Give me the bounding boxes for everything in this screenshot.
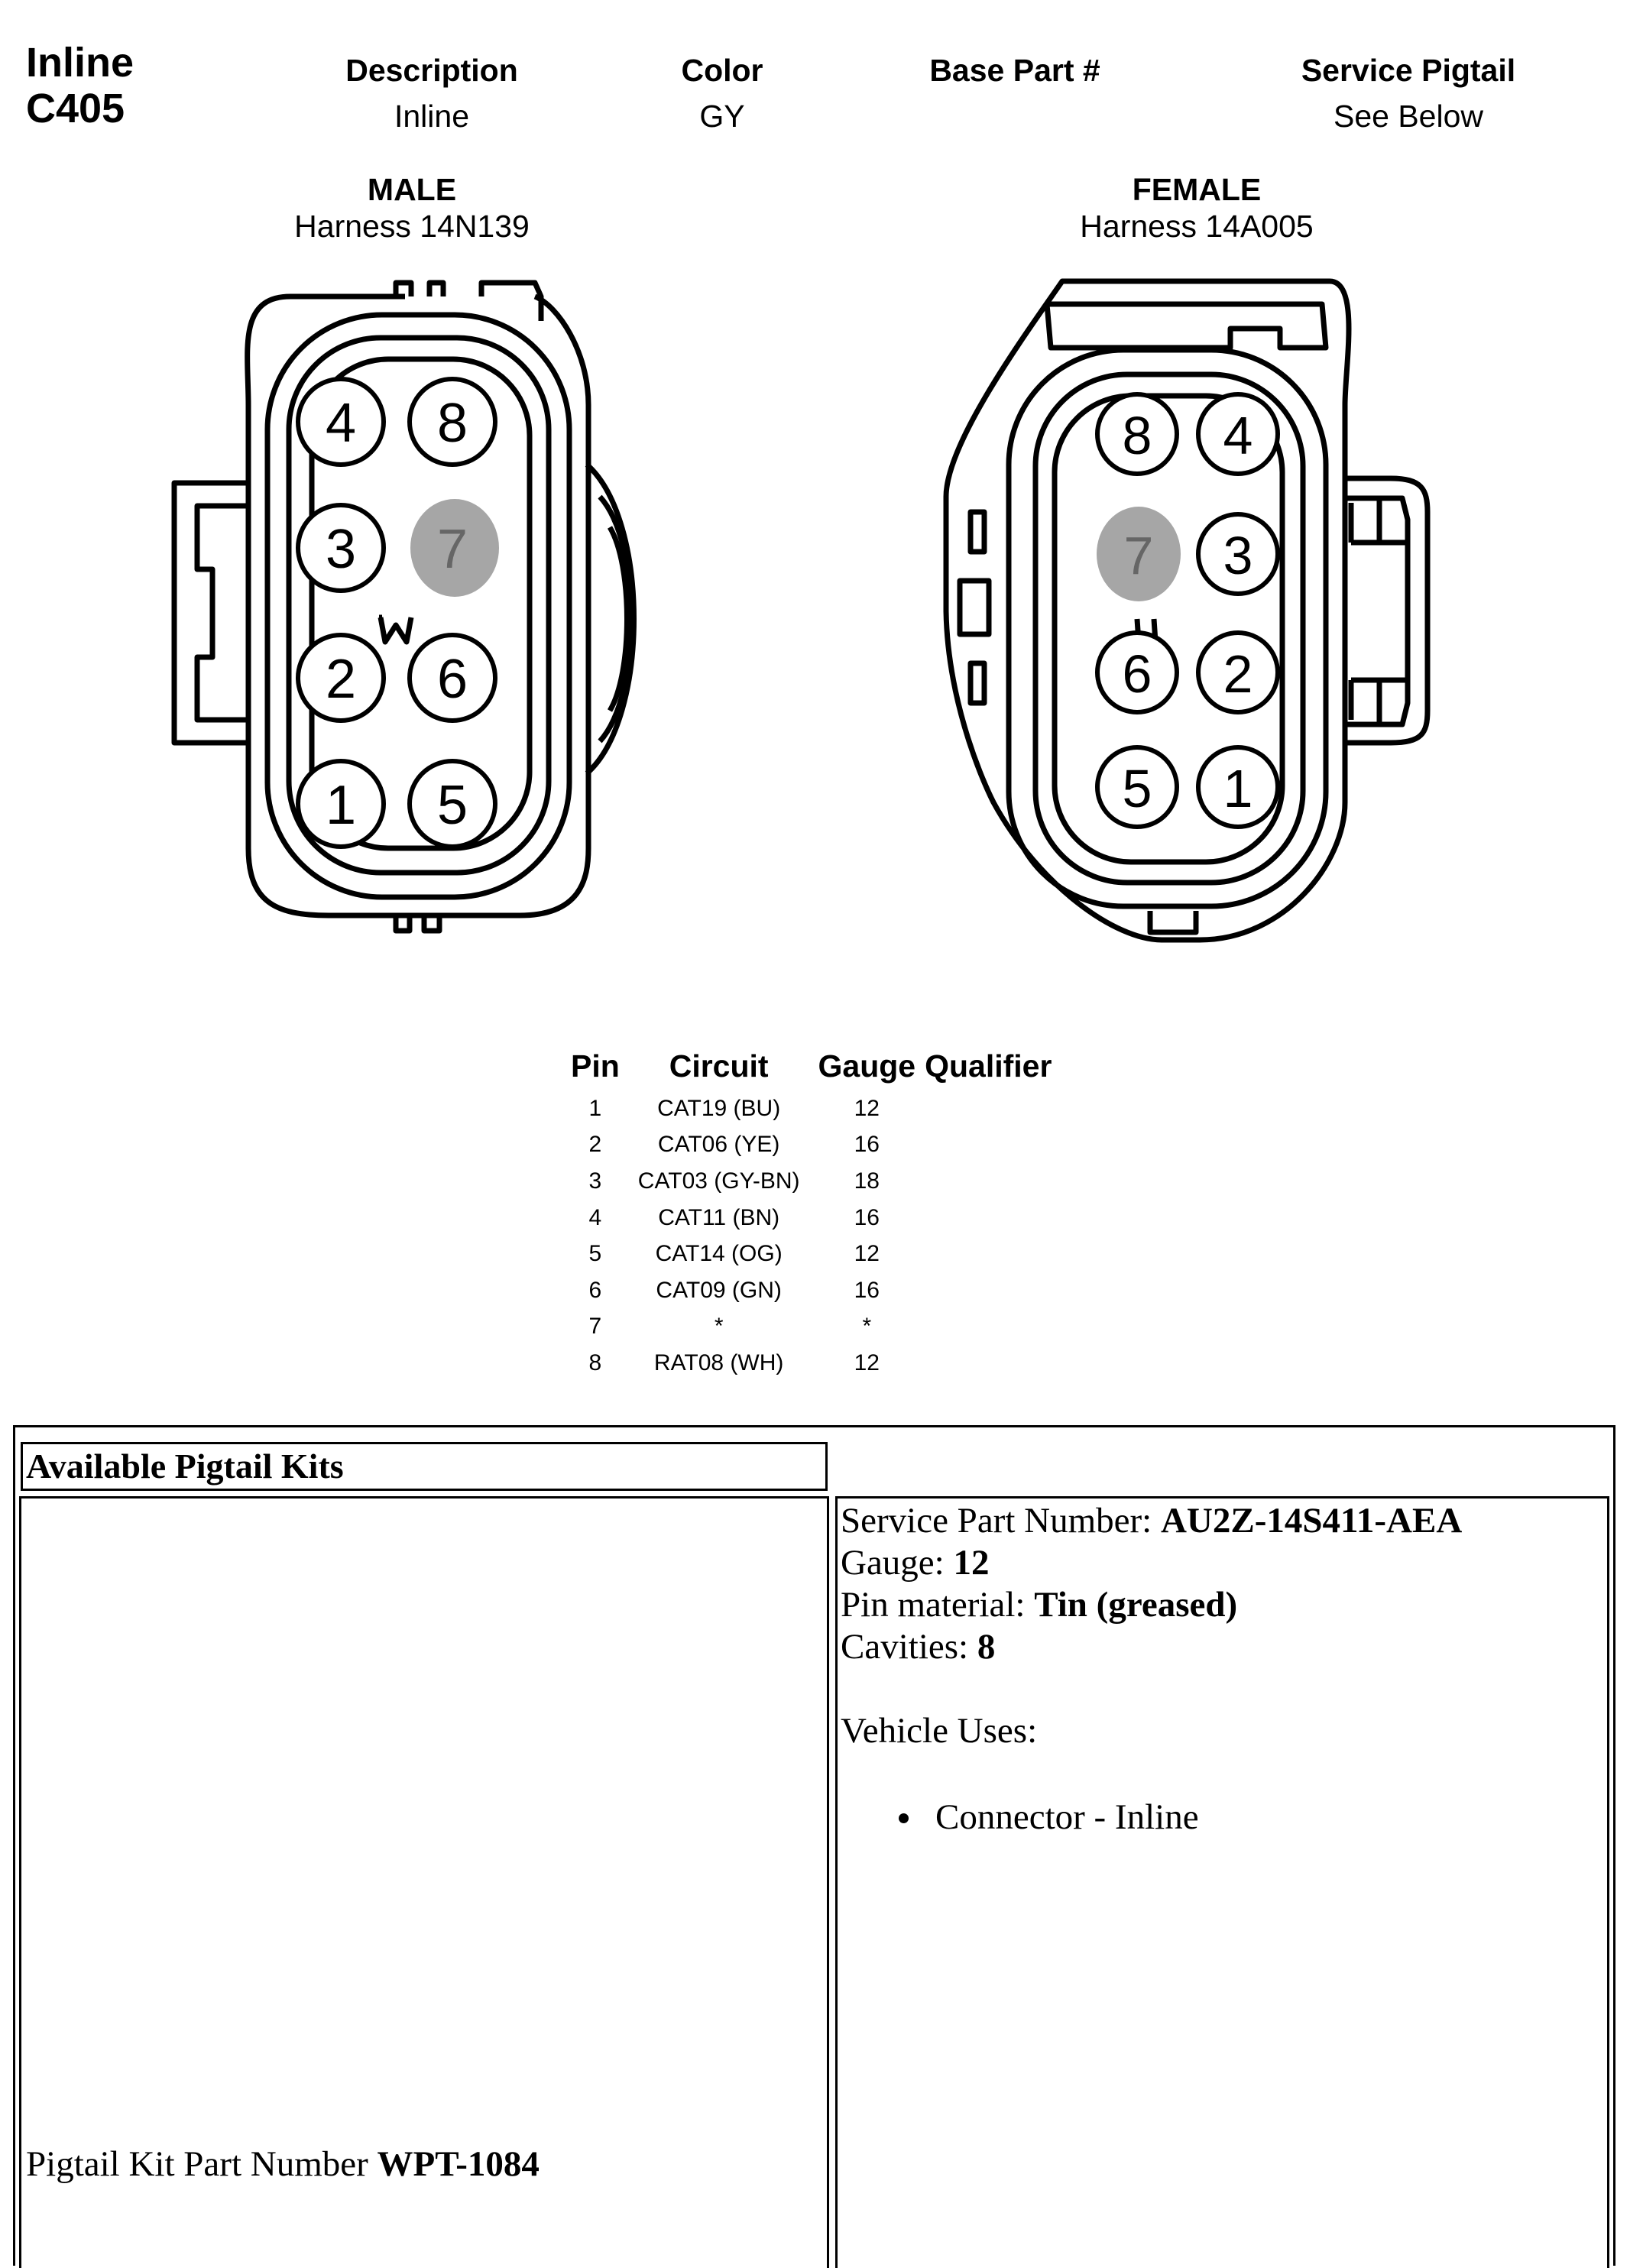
pin-cell: 2 bbox=[588, 1132, 602, 1158]
female-title: FEMALE bbox=[1132, 172, 1262, 207]
male-connector-diagram bbox=[153, 267, 703, 955]
color-label: Color bbox=[681, 53, 763, 88]
female-title-block bbox=[1006, 171, 1388, 245]
pin-cell: 4 bbox=[588, 1204, 602, 1230]
female-pin-label: 6 bbox=[1122, 644, 1152, 704]
gauge-header: Gauge bbox=[818, 1048, 916, 1084]
qualifier-cell bbox=[925, 1163, 1061, 1200]
qualifier-cell bbox=[925, 1236, 1061, 1272]
male-title-block bbox=[221, 171, 603, 245]
service-pigtail-label: Service Pigtail bbox=[1301, 53, 1516, 88]
vehicle-uses-label: Vehicle Uses: bbox=[841, 1711, 1038, 1751]
table-row bbox=[562, 1272, 1061, 1309]
gauge-cell: 16 bbox=[854, 1132, 880, 1158]
male-harness: Harness 14N139 bbox=[294, 209, 530, 244]
qualifier-header: Qualifier bbox=[925, 1048, 1052, 1084]
male-pin-label: 4 bbox=[325, 393, 357, 454]
qualifier-cell bbox=[925, 1309, 1061, 1346]
description-label: Description bbox=[345, 53, 518, 88]
connector-type: Inline bbox=[26, 40, 134, 86]
circuit-cell: CAT14 (OG) bbox=[655, 1241, 783, 1267]
kit-part-value: WPT-1084 bbox=[377, 2144, 540, 2184]
circuit-cell: CAT19 (BU) bbox=[657, 1095, 781, 1121]
qualifier-cell bbox=[925, 1200, 1061, 1236]
table-row bbox=[562, 1127, 1061, 1164]
description-value: Inline bbox=[394, 99, 469, 134]
table-row bbox=[562, 1163, 1061, 1200]
circuit-cell: CAT03 (GY-BN) bbox=[637, 1168, 800, 1194]
male-pin-label: 5 bbox=[436, 775, 468, 836]
table-row bbox=[562, 1090, 1061, 1127]
female-pin-label: 4 bbox=[1223, 406, 1253, 465]
gauge-value: 12 bbox=[953, 1543, 990, 1583]
female-harness: Harness 14A005 bbox=[1080, 209, 1314, 244]
gauge-cell: 12 bbox=[854, 1349, 880, 1375]
cavities-label: Cavities: bbox=[841, 1627, 977, 1667]
cavities-row bbox=[841, 1626, 1462, 1668]
gauge-cell: * bbox=[862, 1314, 872, 1340]
female-connector-diagram bbox=[932, 267, 1483, 955]
male-pin-label: 2 bbox=[325, 649, 357, 710]
male-pin-label: 3 bbox=[325, 519, 357, 580]
circuit-cell: CAT06 (YE) bbox=[657, 1132, 780, 1158]
pin-material-value: Tin (greased) bbox=[1034, 1585, 1238, 1625]
circuit-cell: CAT09 (GN) bbox=[656, 1277, 782, 1303]
female-pin-label: 5 bbox=[1122, 759, 1152, 818]
male-pin-label: 6 bbox=[436, 649, 468, 710]
pin-cell: 3 bbox=[588, 1168, 602, 1194]
gauge-cell: 12 bbox=[854, 1241, 880, 1267]
base-part-label: Base Part # bbox=[929, 53, 1100, 88]
female-pin-label: 1 bbox=[1223, 759, 1253, 818]
table-row bbox=[562, 1236, 1061, 1272]
table-row bbox=[562, 1345, 1061, 1382]
pigtail-details bbox=[841, 1500, 1462, 1839]
table-row bbox=[562, 1309, 1061, 1346]
color-value: GY bbox=[699, 99, 745, 134]
gauge-cell: 16 bbox=[854, 1277, 880, 1303]
kit-part-row bbox=[26, 2143, 540, 2185]
table-row bbox=[562, 1200, 1061, 1236]
gauge-row bbox=[841, 1542, 1462, 1584]
male-title: MALE bbox=[367, 172, 457, 207]
female-pin-label: 3 bbox=[1223, 526, 1253, 585]
kit-part-label: Pigtail Kit Part Number bbox=[26, 2144, 378, 2184]
pin-table-header bbox=[562, 1048, 1061, 1090]
pin-material-row bbox=[841, 1584, 1462, 1626]
cavities-value: 8 bbox=[977, 1627, 996, 1667]
connector-id bbox=[26, 40, 134, 131]
pin-cell: 1 bbox=[588, 1095, 602, 1121]
male-pin-label: 7 bbox=[436, 519, 468, 580]
connector-number: C405 bbox=[26, 86, 125, 131]
base-part-column bbox=[847, 52, 1183, 98]
male-pin-label: 8 bbox=[436, 393, 468, 454]
qualifier-cell bbox=[925, 1127, 1061, 1164]
gauge-cell: 16 bbox=[854, 1204, 880, 1230]
female-pin-label: 2 bbox=[1223, 644, 1253, 704]
service-part-row bbox=[841, 1500, 1462, 1542]
male-pin-label: 1 bbox=[325, 775, 357, 836]
pin-cell: 7 bbox=[588, 1314, 602, 1340]
color-column bbox=[554, 52, 890, 134]
description-column bbox=[264, 52, 600, 134]
pin-table bbox=[562, 1048, 1061, 1382]
qualifier-cell bbox=[925, 1345, 1061, 1382]
service-pigtail-value: See Below bbox=[1333, 99, 1483, 134]
gauge-cell: 18 bbox=[854, 1168, 880, 1194]
pin-header: Pin bbox=[571, 1048, 620, 1084]
circuit-cell: RAT08 (WH) bbox=[653, 1349, 784, 1375]
qualifier-cell bbox=[925, 1272, 1061, 1309]
pin-material-label: Pin material: bbox=[841, 1585, 1035, 1625]
pin-cell: 5 bbox=[588, 1241, 602, 1267]
gauge-label: Gauge: bbox=[841, 1543, 954, 1583]
pin-cell: 8 bbox=[588, 1349, 602, 1375]
service-pigtail-column bbox=[1240, 52, 1577, 134]
bullet-icon bbox=[899, 1813, 909, 1823]
vehicle-uses-list bbox=[841, 1797, 1462, 1839]
service-part-label: Service Part Number: bbox=[841, 1501, 1161, 1541]
gauge-cell: 12 bbox=[854, 1095, 880, 1121]
circuit-cell: CAT11 (BN) bbox=[658, 1204, 780, 1230]
vehicle-use-text: Connector - Inline bbox=[935, 1797, 1199, 1837]
pigtail-kits-title: Available Pigtail Kits bbox=[26, 1447, 344, 1486]
qualifier-cell bbox=[925, 1090, 1061, 1127]
circuit-cell: * bbox=[714, 1314, 724, 1340]
female-pin-label: 8 bbox=[1122, 406, 1152, 465]
pin-cell: 6 bbox=[588, 1277, 602, 1303]
list-item bbox=[841, 1797, 1462, 1839]
service-part-value: AU2Z-14S411-AEA bbox=[1160, 1501, 1463, 1541]
female-pin-label: 7 bbox=[1123, 526, 1154, 585]
circuit-header: Circuit bbox=[669, 1048, 769, 1084]
